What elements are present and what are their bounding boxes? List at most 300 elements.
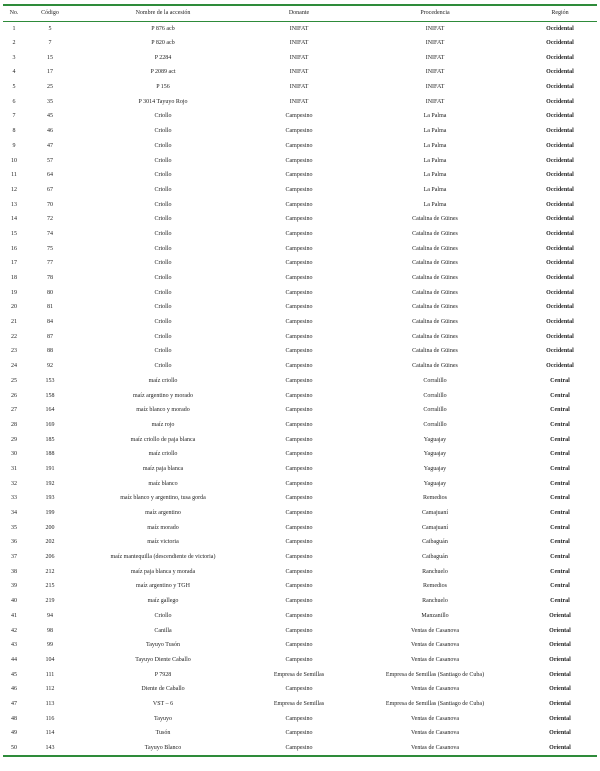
cell-codigo: 153 xyxy=(45,377,55,384)
cell-codigo: 188 xyxy=(45,451,55,458)
cell-codigo: 15 xyxy=(47,54,53,61)
cell-region: Central xyxy=(550,568,570,575)
cell-procedencia: Ventas de Casanova xyxy=(411,642,459,649)
cell-region: Occidental xyxy=(546,186,574,193)
cell-procedencia: INIFAT xyxy=(425,54,445,61)
cell-region: Central xyxy=(550,421,570,428)
cell-nombre: P 2284 xyxy=(154,54,172,61)
cell-codigo: 77 xyxy=(47,260,53,267)
cell-donante: INIFAT xyxy=(289,98,309,105)
table-row xyxy=(3,94,597,109)
cell-nombre: maíz argentino xyxy=(145,510,181,517)
cell-procedencia: Catalina de Güines xyxy=(412,275,458,282)
cell-codigo: 99 xyxy=(47,642,53,649)
table-row xyxy=(3,139,597,154)
cell-codigo: 94 xyxy=(47,612,53,619)
table-row xyxy=(3,227,597,242)
cell-codigo: 64 xyxy=(47,172,53,179)
cell-no: 34 xyxy=(11,510,17,517)
cell-donante: Campesino xyxy=(285,715,313,722)
cell-region: Occidental xyxy=(546,84,574,91)
cell-donante: Campesino xyxy=(285,319,313,326)
cell-nombre: Criollo xyxy=(154,304,172,311)
cell-procedencia: Corralillo xyxy=(423,407,447,414)
cell-donante: Campesino xyxy=(285,230,313,237)
table-row xyxy=(3,609,597,624)
cell-no: 30 xyxy=(11,451,17,458)
cell-nombre: Criollo xyxy=(154,612,172,619)
cell-codigo: 164 xyxy=(45,407,55,414)
cell-no: 37 xyxy=(11,554,17,561)
cell-codigo: 75 xyxy=(47,245,53,252)
cell-codigo: 219 xyxy=(45,598,55,605)
cell-nombre: Criollo xyxy=(154,319,172,326)
table-row xyxy=(3,564,597,579)
cell-region: Central xyxy=(550,510,570,517)
cell-procedencia: Catalina de Güines xyxy=(412,230,458,237)
table-row xyxy=(3,153,597,168)
table-row xyxy=(3,344,597,359)
cell-no: 11 xyxy=(11,172,17,179)
cell-nombre: P 2089 act xyxy=(150,69,176,76)
cell-donante: INIFAT xyxy=(289,25,309,32)
cell-procedencia: Catalina de Güines xyxy=(412,289,458,296)
cell-procedencia: Ventas de Casanova xyxy=(411,686,459,693)
cell-region: Occidental xyxy=(546,40,574,47)
accessions-table xyxy=(3,6,597,755)
cell-region: Occidental xyxy=(546,98,574,105)
cell-no: 16 xyxy=(11,245,17,252)
cell-nombre: maíz gallego xyxy=(147,598,179,605)
cell-nombre: Criollo xyxy=(154,186,172,193)
cell-codigo: 46 xyxy=(47,128,53,135)
cell-no: 6 xyxy=(12,98,16,105)
cell-procedencia: Manzanillo xyxy=(421,612,449,619)
cell-procedencia: La Palma xyxy=(423,172,447,179)
cell-donante: INIFAT xyxy=(289,40,309,47)
cell-nombre: Tayuyo Tusón xyxy=(145,642,181,649)
cell-no: 50 xyxy=(11,745,17,752)
table-row xyxy=(3,520,597,535)
cell-nombre: Criollo xyxy=(154,245,172,252)
cell-nombre: VST – 6 xyxy=(152,700,174,707)
cell-procedencia: INIFAT xyxy=(425,25,445,32)
cell-procedencia: Yaguajay xyxy=(423,465,447,472)
cell-region: Occidental xyxy=(546,333,574,340)
header-no: No. xyxy=(9,10,19,17)
cell-nombre: Tusón xyxy=(155,730,171,737)
cell-codigo: 111 xyxy=(45,671,55,678)
cell-no: 20 xyxy=(11,304,17,311)
cell-donante: Campesino xyxy=(285,480,313,487)
cell-region: Central xyxy=(550,377,570,384)
cell-donante: Campesino xyxy=(285,172,313,179)
cell-procedencia: Corralillo xyxy=(423,421,447,428)
cell-region: Oriental xyxy=(549,612,571,619)
cell-donante: Campesino xyxy=(285,333,313,340)
header-region: Región xyxy=(551,10,569,17)
cell-procedencia: Ranchuelo xyxy=(422,598,448,605)
cell-no: 31 xyxy=(11,465,17,472)
cell-donante: Campesino xyxy=(285,656,313,663)
cell-donante: Campesino xyxy=(285,407,313,414)
cell-nombre: maíz blanco y morado xyxy=(136,407,190,414)
cell-nombre: P 876 acb xyxy=(151,25,175,32)
cell-no: 39 xyxy=(11,583,17,590)
cell-no: 47 xyxy=(11,700,17,707)
cell-no: 26 xyxy=(11,392,17,399)
table-row xyxy=(3,697,597,712)
cell-region: Occidental xyxy=(546,172,574,179)
cell-donante: Campesino xyxy=(285,568,313,575)
cell-codigo: 98 xyxy=(47,627,53,634)
cell-nombre: maíz mantequilla (descendiente de victoria) xyxy=(110,554,216,561)
table-row xyxy=(3,623,597,638)
cell-procedencia: INIFAT xyxy=(425,69,445,76)
table-row xyxy=(3,285,597,300)
cell-codigo: 67 xyxy=(47,186,53,193)
cell-codigo: 47 xyxy=(47,142,53,149)
cell-nombre: Criollo xyxy=(154,289,172,296)
cell-codigo: 84 xyxy=(47,319,53,326)
cell-no: 17 xyxy=(11,260,17,267)
table-row xyxy=(3,80,597,95)
cell-no: 4 xyxy=(12,69,16,76)
cell-donante: Campesino xyxy=(285,377,313,384)
table-row xyxy=(3,124,597,139)
cell-procedencia: Yaguajay xyxy=(423,436,447,443)
cell-no: 27 xyxy=(11,407,17,414)
table-row xyxy=(3,506,597,521)
cell-nombre: Canilla xyxy=(154,627,172,634)
cell-codigo: 114 xyxy=(45,730,55,737)
cell-donante: Campesino xyxy=(285,612,313,619)
cell-procedencia: La Palma xyxy=(423,186,447,193)
header-procedencia: Procedencia xyxy=(420,10,450,17)
table-row xyxy=(3,109,597,124)
cell-donante: Campesino xyxy=(285,627,313,634)
cell-donante: Campesino xyxy=(285,451,313,458)
table-body xyxy=(3,21,597,755)
cell-region: Oriental xyxy=(549,627,571,634)
cell-no: 46 xyxy=(11,686,17,693)
cell-region: Oriental xyxy=(549,671,571,678)
cell-codigo: 191 xyxy=(45,465,55,472)
cell-procedencia: La Palma xyxy=(423,157,447,164)
cell-region: Occidental xyxy=(546,230,574,237)
table-row xyxy=(3,653,597,668)
cell-procedencia: Ventas de Casanova xyxy=(411,627,459,634)
cell-no: 25 xyxy=(11,377,17,384)
cell-region: Central xyxy=(550,451,570,458)
table-header xyxy=(3,6,597,21)
cell-nombre: maíz rojo xyxy=(151,421,175,428)
table-row xyxy=(3,183,597,198)
cell-nombre: maíz victoria xyxy=(147,539,179,546)
cell-region: Central xyxy=(550,598,570,605)
table-row xyxy=(3,447,597,462)
cell-donante: Campesino xyxy=(285,642,313,649)
cell-donante: Campesino xyxy=(285,495,313,502)
cell-donante: Campesino xyxy=(285,142,313,149)
cell-nombre: Criollo xyxy=(154,333,172,340)
cell-codigo: 7 xyxy=(48,40,52,47)
cell-donante: Campesino xyxy=(285,436,313,443)
cell-codigo: 88 xyxy=(47,348,53,355)
cell-nombre: Tayuyo xyxy=(154,715,172,722)
cell-procedencia: Remedios xyxy=(423,583,447,590)
table-row xyxy=(3,388,597,403)
cell-procedencia: Catalina de Güines xyxy=(412,245,458,252)
table-row xyxy=(3,594,597,609)
cell-no: 38 xyxy=(11,568,17,575)
cell-codigo: 25 xyxy=(47,84,53,91)
cell-region: Occidental xyxy=(546,275,574,282)
cell-nombre: Tayuyo Blanco xyxy=(144,745,182,752)
table-row xyxy=(3,535,597,550)
cell-region: Oriental xyxy=(549,715,571,722)
cell-no: 43 xyxy=(11,642,17,649)
cell-donante: INIFAT xyxy=(289,84,309,91)
cell-procedencia: La Palma xyxy=(423,142,447,149)
cell-no: 13 xyxy=(11,201,17,208)
cell-nombre: Criollo xyxy=(154,230,172,237)
cell-procedencia: La Palma xyxy=(423,201,447,208)
cell-region: Central xyxy=(550,539,570,546)
table-row xyxy=(3,168,597,183)
cell-no: 9 xyxy=(12,142,16,149)
cell-no: 1 xyxy=(12,25,16,32)
table-row xyxy=(3,432,597,447)
cell-procedencia: INIFAT xyxy=(425,98,445,105)
cell-no: 44 xyxy=(11,656,17,663)
cell-nombre: maíz criollo xyxy=(148,451,178,458)
cell-no: 28 xyxy=(11,421,17,428)
table-row xyxy=(3,197,597,212)
cell-region: Occidental xyxy=(546,216,574,223)
cell-procedencia: Ventas de Casanova xyxy=(411,715,459,722)
cell-donante: Campesino xyxy=(285,348,313,355)
table-row xyxy=(3,418,597,433)
cell-no: 24 xyxy=(11,363,17,370)
cell-procedencia: Catalina de Güines xyxy=(412,319,458,326)
header-nombre: Nombre de la accesión xyxy=(135,10,191,17)
cell-region: Occidental xyxy=(546,128,574,135)
cell-nombre: maíz criollo xyxy=(148,377,178,384)
cell-nombre: Criollo xyxy=(154,172,172,179)
cell-donante: Campesino xyxy=(285,686,313,693)
table-row xyxy=(3,65,597,80)
cell-no: 12 xyxy=(11,186,17,193)
cell-codigo: 45 xyxy=(47,113,53,120)
cell-codigo: 169 xyxy=(45,421,55,428)
cell-no: 10 xyxy=(11,157,17,164)
cell-region: Occidental xyxy=(546,319,574,326)
header-row xyxy=(3,6,597,21)
table-row xyxy=(3,271,597,286)
cell-nombre: maíz criollo de paja blanca xyxy=(130,436,196,443)
table-row xyxy=(3,403,597,418)
cell-procedencia: Ventas de Casanova xyxy=(411,730,459,737)
cell-region: Occidental xyxy=(546,289,574,296)
cell-procedencia: Remedios xyxy=(423,495,447,502)
table-row xyxy=(3,256,597,271)
cell-donante: Campesino xyxy=(285,304,313,311)
cell-region: Occidental xyxy=(546,201,574,208)
cell-procedencia: INIFAT xyxy=(425,40,445,47)
header-donante: Donante xyxy=(288,10,310,17)
cell-procedencia: La Palma xyxy=(423,113,447,120)
cell-no: 41 xyxy=(11,612,17,619)
cell-region: Occidental xyxy=(546,348,574,355)
cell-nombre: Criollo xyxy=(154,216,172,223)
cell-procedencia: Camajuaní xyxy=(422,524,448,531)
cell-codigo: 74 xyxy=(47,230,53,237)
cell-procedencia: Corralillo xyxy=(423,377,447,384)
cell-region: Occidental xyxy=(546,260,574,267)
cell-procedencia: Catalina de Güines xyxy=(412,216,458,223)
cell-procedencia: Ventas de Casanova xyxy=(411,656,459,663)
cell-nombre: P 156 xyxy=(156,84,170,91)
cell-donante: Campesino xyxy=(285,524,313,531)
cell-donante: Empresa de Semillas xyxy=(273,700,325,707)
cell-codigo: 143 xyxy=(45,745,55,752)
cell-nombre: Criollo xyxy=(154,363,172,370)
cell-no: 14 xyxy=(11,216,17,223)
cell-region: Oriental xyxy=(549,730,571,737)
cell-codigo: 199 xyxy=(45,510,55,517)
cell-no: 45 xyxy=(11,671,17,678)
cell-procedencia: Catalina de Güines xyxy=(412,304,458,311)
cell-region: Occidental xyxy=(546,363,574,370)
cell-codigo: 81 xyxy=(47,304,53,311)
cell-region: Occidental xyxy=(546,245,574,252)
cell-codigo: 200 xyxy=(45,524,55,531)
cell-no: 18 xyxy=(11,275,17,282)
cell-procedencia: La Palma xyxy=(423,128,447,135)
cell-nombre: Criollo xyxy=(154,113,172,120)
cell-nombre: P 820 acb xyxy=(151,40,175,47)
cell-codigo: 78 xyxy=(47,275,53,282)
cell-nombre: Criollo xyxy=(154,201,172,208)
cell-procedencia: Camajuaní xyxy=(422,510,448,517)
cell-donante: Campesino xyxy=(285,275,313,282)
cell-no: 40 xyxy=(11,598,17,605)
cell-no: 35 xyxy=(11,524,17,531)
cell-no: 33 xyxy=(11,495,17,502)
cell-nombre: Criollo xyxy=(154,128,172,135)
cell-region: Oriental xyxy=(549,642,571,649)
cell-region: Oriental xyxy=(549,656,571,663)
cell-donante: Campesino xyxy=(285,260,313,267)
cell-procedencia: Catalina de Güines xyxy=(412,333,458,340)
cell-donante: Campesino xyxy=(285,245,313,252)
cell-region: Oriental xyxy=(549,700,571,707)
table-row xyxy=(3,476,597,491)
cell-procedencia: Corralillo xyxy=(423,392,447,399)
cell-no: 32 xyxy=(11,480,17,487)
cell-no: 48 xyxy=(11,715,17,722)
cell-procedencia: Ventas de Casanova xyxy=(411,745,459,752)
cell-region: Central xyxy=(550,554,570,561)
cell-nombre: maíz paja blanca y morada xyxy=(130,568,196,575)
table-row xyxy=(3,300,597,315)
cell-region: Occidental xyxy=(546,157,574,164)
cell-donante: Campesino xyxy=(285,583,313,590)
table-row xyxy=(3,212,597,227)
cell-region: Central xyxy=(550,524,570,531)
cell-codigo: 5 xyxy=(48,25,52,32)
table-row xyxy=(3,579,597,594)
table-row xyxy=(3,638,597,653)
cell-codigo: 70 xyxy=(47,201,53,208)
table-row xyxy=(3,374,597,389)
cell-donante: Campesino xyxy=(285,216,313,223)
cell-donante: Campesino xyxy=(285,186,313,193)
cell-no: 36 xyxy=(11,539,17,546)
cell-codigo: 192 xyxy=(45,480,55,487)
cell-procedencia: INIFAT xyxy=(425,84,445,91)
table-row xyxy=(3,241,597,256)
cell-no: 7 xyxy=(12,113,16,120)
table-row xyxy=(3,682,597,697)
table-row xyxy=(3,21,597,36)
cell-nombre: maíz argentino y morado xyxy=(132,392,194,399)
cell-donante: Campesino xyxy=(285,392,313,399)
cell-nombre: maíz blanco y argentino, tusa gorda xyxy=(120,495,206,502)
cell-codigo: 212 xyxy=(45,568,55,575)
table-row xyxy=(3,711,597,726)
cell-donante: Campesino xyxy=(285,539,313,546)
cell-region: Central xyxy=(550,583,570,590)
cell-region: Central xyxy=(550,392,570,399)
cell-nombre: P 7928 xyxy=(154,671,172,678)
table-row xyxy=(3,329,597,344)
cell-procedencia: Empresa de Semillas (Santiago de Cuba) xyxy=(385,700,485,707)
cell-donante: INIFAT xyxy=(289,54,309,61)
cell-codigo: 72 xyxy=(47,216,53,223)
cell-codigo: 87 xyxy=(47,333,53,340)
cell-donante: Campesino xyxy=(285,745,313,752)
cell-region: Occidental xyxy=(546,304,574,311)
cell-procedencia: Catalina de Güines xyxy=(412,348,458,355)
cell-codigo: 35 xyxy=(47,98,53,105)
accessions-table-container xyxy=(3,4,597,757)
cell-codigo: 17 xyxy=(47,69,53,76)
table-row xyxy=(3,36,597,51)
cell-region: Occidental xyxy=(546,25,574,32)
cell-donante: INIFAT xyxy=(289,69,309,76)
cell-nombre: maíz paja blanca xyxy=(142,465,184,472)
cell-procedencia: Empresa de Semillas (Santiago de Cuba) xyxy=(385,671,485,678)
cell-region: Central xyxy=(550,480,570,487)
cell-codigo: 80 xyxy=(47,289,53,296)
cell-codigo: 185 xyxy=(45,436,55,443)
cell-region: Occidental xyxy=(546,113,574,120)
cell-no: 21 xyxy=(11,319,17,326)
cell-no: 29 xyxy=(11,436,17,443)
cell-codigo: 113 xyxy=(45,700,55,707)
table-row xyxy=(3,667,597,682)
cell-region: Occidental xyxy=(546,54,574,61)
cell-region: Central xyxy=(550,465,570,472)
cell-no: 42 xyxy=(11,627,17,634)
cell-no: 2 xyxy=(12,40,16,47)
cell-nombre: Criollo xyxy=(154,260,172,267)
header-codigo: Código xyxy=(41,10,59,17)
cell-nombre: P 3014 Tayuyo Rojo xyxy=(138,98,188,105)
table-row xyxy=(3,315,597,330)
